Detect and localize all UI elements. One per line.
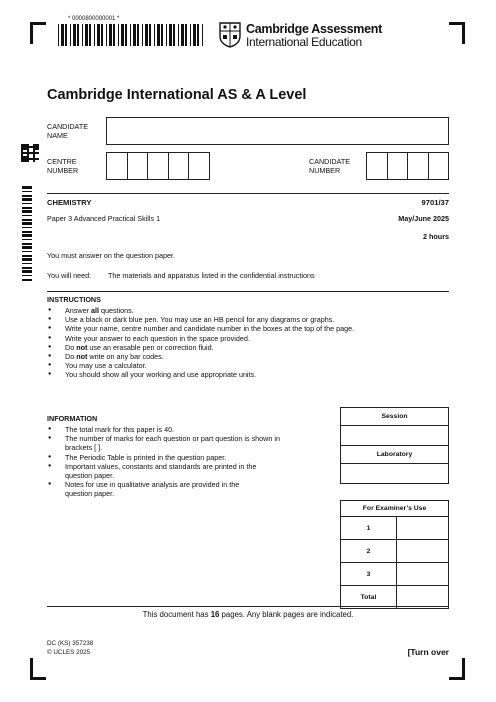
paper-title: Paper 3 Advanced Practical Skills 1 [47, 214, 161, 223]
divider-bottom [47, 606, 449, 607]
information-item: ● The Periodic Table is printed in the question paper. [47, 453, 332, 462]
qr-code [21, 144, 39, 162]
candidate-name-label-1: CANDIDATE [47, 122, 88, 131]
information-item: ● Notes for use in qualitative analysis are provided in the question paper. [47, 480, 332, 498]
examiner-heading: For Examiner’s Use [341, 501, 449, 517]
top-barcode [58, 24, 206, 46]
information-heading: INFORMATION [47, 414, 98, 423]
examiner-mark-cell[interactable] [397, 517, 449, 540]
information-list [47, 425, 332, 499]
subject: CHEMISTRY [47, 198, 92, 207]
session-laboratory-table [340, 407, 449, 484]
session-entry[interactable] [341, 426, 449, 446]
crop-mark-top-right-v [462, 22, 465, 44]
centre-number-label-1: CENTRE [47, 157, 77, 166]
instruction-item: ● You should show all your working and use appropriate units. [47, 370, 354, 379]
cambridge-crest-icon [219, 22, 241, 48]
centre-number-boxes[interactable] [106, 152, 210, 180]
information-item: ● The number of marks for each question or part question is shown in brackets [ ]. [47, 434, 332, 452]
divider-middle [47, 291, 449, 292]
candidate-number-label-2: NUMBER [309, 166, 341, 175]
page-title: Cambridge International AS & A Level [47, 87, 307, 103]
paper-code: 9701/37 [421, 198, 449, 207]
barcode-number: * 0000800000001 * [68, 16, 120, 22]
instruction-item: ● Use a black or dark blue pen. You may use an HB pencil for any diagrams or graphs. [47, 315, 354, 324]
instruction-item: ● Write your answer to each question in the space provided. [47, 334, 354, 343]
examiner-mark-cell[interactable] [397, 540, 449, 563]
divider-top [47, 193, 449, 194]
answer-note: You must answer on the question paper. [47, 251, 175, 260]
centre-number-label-2: NUMBER [47, 166, 79, 175]
copyright: © UCLES 2025 [47, 649, 91, 656]
page-count-note: This document has 16 pages. Any blank pages are indicated. [142, 610, 354, 619]
you-will-need-text: The materials and apparatus listed in the confidential instructions [108, 271, 315, 280]
information-item: ● Important values, constants and standards are printed in the question paper. [47, 462, 332, 480]
turn-over: [Turn over [407, 647, 449, 657]
examiner-row-label: 1 [341, 517, 397, 540]
instructions-heading: INSTRUCTIONS [47, 295, 101, 304]
session-date: May/June 2025 [398, 214, 449, 223]
instructions-list [47, 306, 354, 380]
brand-line-2: International Education [246, 35, 362, 49]
instruction-item: ● You may use a calculator. [47, 361, 354, 370]
examiner-row-label: Total [341, 586, 397, 609]
candidate-number-label-1: CANDIDATE [309, 157, 350, 166]
examiner-row-label: 3 [341, 563, 397, 586]
instruction-item: ● Write your name, centre number and candidate number in the boxes at the top of the page. [47, 324, 354, 333]
examiner-use-table [340, 500, 449, 609]
candidate-name-box[interactable] [106, 117, 449, 145]
instruction-item: ● Do not use an erasable pen or correction fluid. [47, 343, 354, 352]
examiner-mark-cell[interactable] [397, 563, 449, 586]
side-barcode [18, 186, 32, 282]
instruction-item: ● Answer all questions. [47, 306, 354, 315]
candidate-number-boxes[interactable] [366, 152, 449, 180]
session-label: Session [341, 408, 449, 426]
information-item: ● The total mark for this paper is 40. [47, 425, 332, 434]
document-ref: DC (KS) 357238 [47, 640, 94, 647]
crop-mark-top-left-v [30, 22, 33, 44]
duration: 2 hours [423, 232, 449, 241]
laboratory-entry[interactable] [341, 464, 449, 484]
you-will-need-label: You will need: [47, 271, 92, 280]
candidate-name-label-2: NAME [47, 131, 68, 140]
examiner-row-label: 2 [341, 540, 397, 563]
crop-mark-bottom-right-v [462, 658, 465, 680]
crop-mark-bottom-left-v [30, 658, 33, 680]
brand-line-1: Cambridge Assessment [246, 22, 382, 36]
laboratory-label: Laboratory [341, 446, 449, 464]
instruction-item: ● Do not write on any bar codes. [47, 352, 354, 361]
